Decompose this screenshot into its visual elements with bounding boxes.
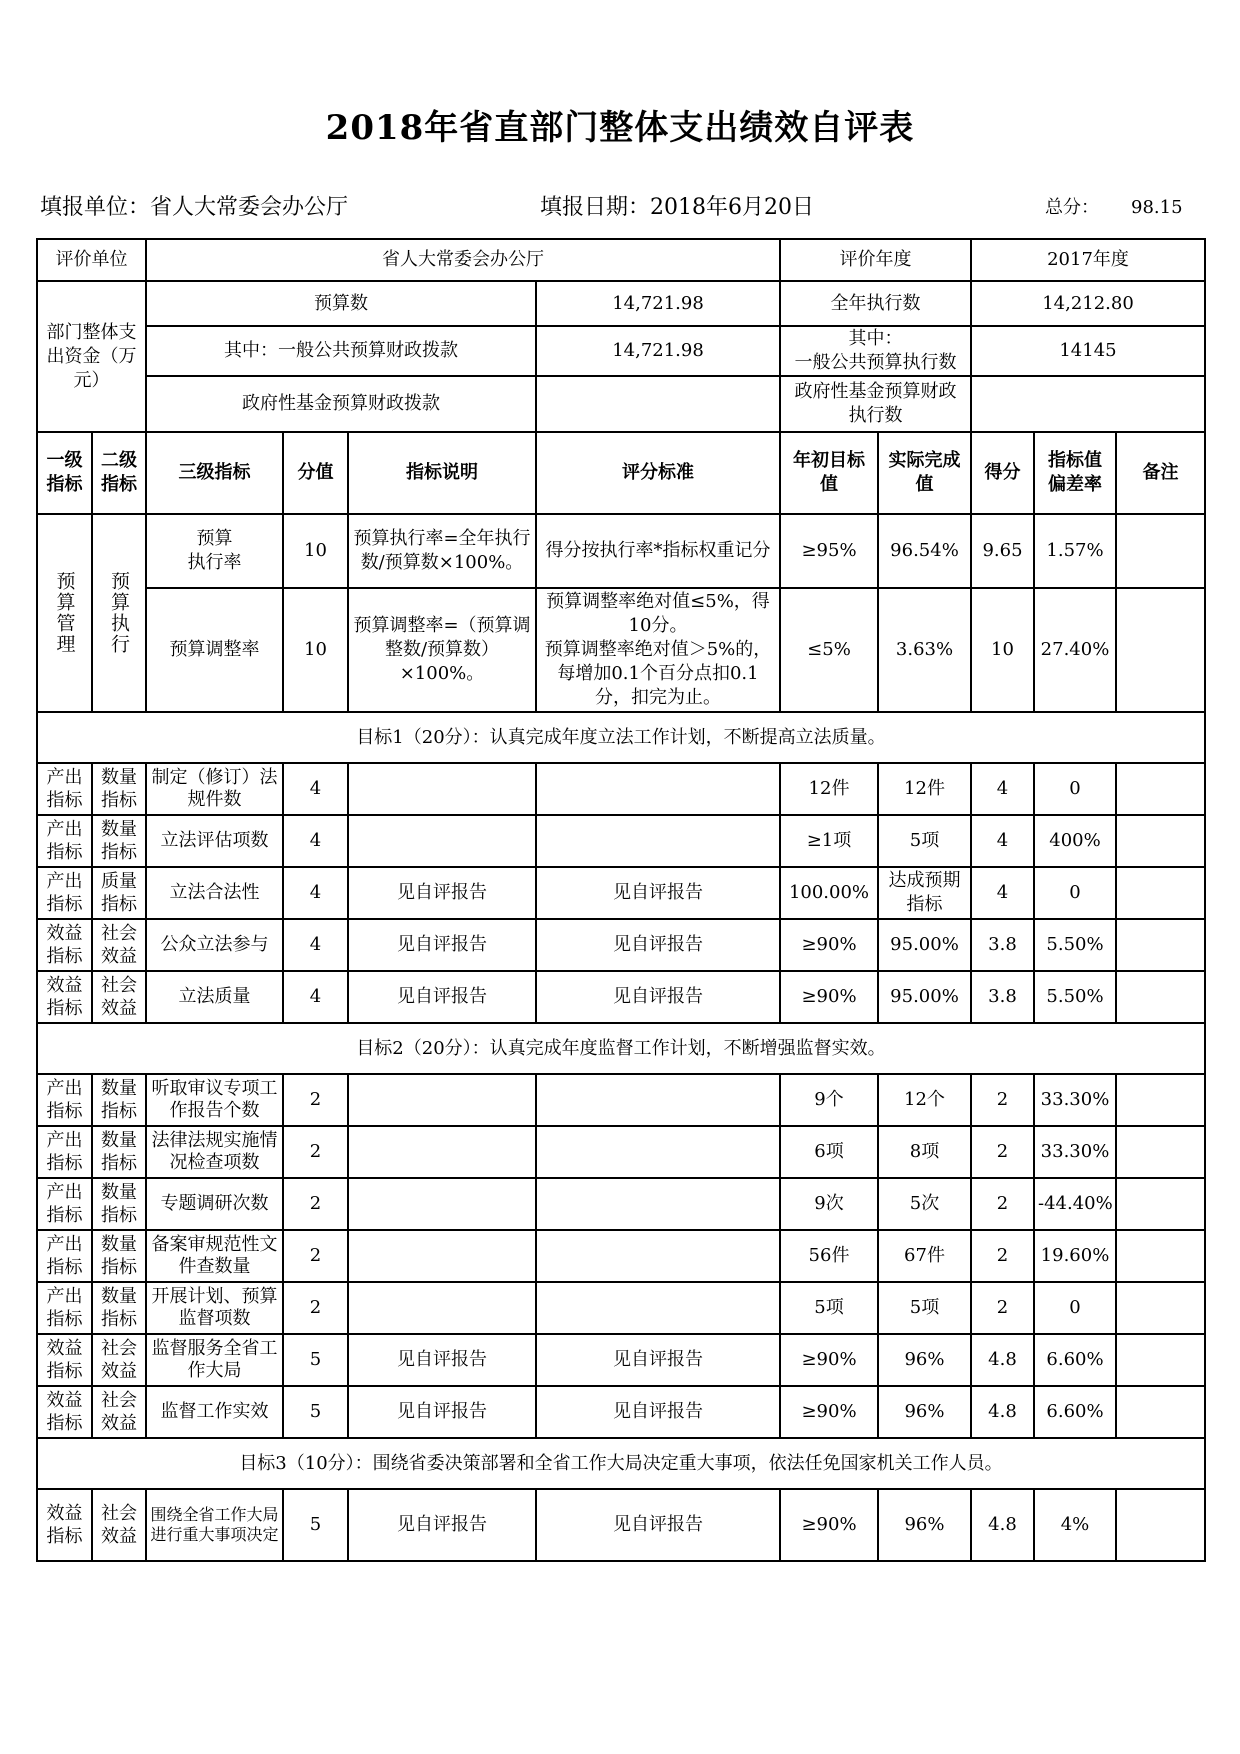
indicator-deviation: 0 [1034,867,1116,919]
indicator-desc: 见自评报告 [348,919,536,971]
indicator-desc: 见自评报告 [348,1386,536,1438]
fill-date-value: 2018年6月20日 [650,195,814,220]
indicator-score: 4 [283,971,348,1023]
budget-label: 预算数 [146,281,536,326]
indicator-row [37,1074,1205,1126]
indicator-standard: 见自评报告 [536,1386,780,1438]
indicator-desc [348,815,536,867]
indicator-got: 2 [971,1178,1034,1230]
info-row-gov-fund [37,376,1205,432]
indicator-target: 100.00% [780,867,878,919]
fill-unit-value: 省人大常委会办公厅 [150,195,349,220]
goal-row [37,712,1205,763]
indicator-target: ≥90% [780,1386,878,1438]
indicator-desc: 见自评报告 [348,1334,536,1386]
indicator-score: 2 [283,1230,348,1282]
indicator-name: 监督服务全省工作大局 [146,1334,283,1386]
goal-text: 目标2（20分）：认真完成年度监督工作计划，不断增强监督实效。 [37,1023,1205,1074]
indicator-got: 4.8 [971,1334,1034,1386]
indicator-target: ≥90% [780,919,878,971]
budget-value: 14,721.98 [536,281,780,326]
indicator-score: 4 [283,867,348,919]
col-actual-header: 实际完成 值 [878,432,971,514]
goal-row [37,1023,1205,1074]
fill-unit [40,190,348,221]
indicator-desc [348,1126,536,1178]
indicator-level1: 效益指标 [37,971,92,1023]
indicator-score: 10 [283,514,348,588]
indicator-level2: 数量指标 [92,1178,146,1230]
indicator-actual: 96% [878,1334,971,1386]
indicator-level1: 效益指标 [37,1334,92,1386]
indicator-score: 4 [283,763,348,815]
indicator-remark [1116,1126,1205,1178]
indicator-row [37,1178,1205,1230]
goal-text: 目标3（10分）：围绕省委决策部署和全省工作大局决定重大事项，依法任免国家机关工作人员。 [37,1438,1205,1489]
indicator-standard [536,1282,780,1334]
eval-unit-label: 评价单位 [37,239,146,281]
indicator-level1: 效益指标 [37,1386,92,1438]
indicator-name: 法律法规实施情况检查项数 [146,1126,283,1178]
exec-label: 全年执行数 [780,281,971,326]
gov-fund-exec-label-2: 执行数 [848,405,903,426]
indicator-remark [1116,1386,1205,1438]
indicator-target: 9次 [780,1178,878,1230]
indicator-score: 2 [283,1178,348,1230]
indicator-target: ≥90% [780,1489,878,1561]
indicator-standard: 预算调整率绝对值≤5%，得10分。 预算调整率绝对值＞5%的，每增加0.1个百分点扣0.1分，扣完为止。 [536,588,780,712]
indicator-level2: 社会效益 [92,1334,146,1386]
indicator-standard [536,1230,780,1282]
gov-fund-exec-value [971,376,1205,432]
indicator-deviation: 6.60% [1034,1334,1116,1386]
indicator-level2: 数量指标 [92,1074,146,1126]
indicator-score: 4 [283,919,348,971]
indicator-standard [536,1126,780,1178]
indicator-remark [1116,1178,1205,1230]
budget-row [37,514,1205,588]
indicator-level1: 产出指标 [37,1178,92,1230]
indicator-level1: 产出指标 [37,815,92,867]
indicator-deviation: 0 [1034,1282,1116,1334]
info-row-general [37,326,1205,376]
indicator-level1: 效益指标 [37,919,92,971]
indicator-level1: 产出指标 [37,763,92,815]
indicator-name: 开展计划、预算监督项数 [146,1282,283,1334]
general-value: 14,721.98 [536,326,780,376]
general-exec-label [780,326,971,376]
indicator-actual: 5项 [878,815,971,867]
indicator-target: ≥1项 [780,815,878,867]
indicator-name: 立法评估项数 [146,815,283,867]
indicator-actual: 8项 [878,1126,971,1178]
evaluation-table [36,238,1206,1562]
indicator-desc: 预算执行率=全年执行数/预算数×100%。 [348,514,536,588]
total-score [1045,193,1183,219]
indicator-level1: 产出指标 [37,1282,92,1334]
budget-row [37,588,1205,712]
indicator-got: 3.8 [971,919,1034,971]
indicator-standard [536,763,780,815]
indicator-remark [1116,588,1205,712]
indicator-row [37,867,1205,919]
indicator-remark [1116,1282,1205,1334]
total-score-value: 98.15 [1131,197,1183,218]
indicator-deviation: 33.30% [1034,1126,1116,1178]
indicator-level2: 数量指标 [92,1230,146,1282]
indicator-actual: 96.54% [878,514,971,588]
indicator-target: ≤5% [780,588,878,712]
column-header-row [37,432,1205,514]
indicator-level2: 社会效益 [92,1489,146,1561]
indicator-standard [536,815,780,867]
col-score-header: 分值 [283,432,348,514]
indicator-row [37,763,1205,815]
indicator-level2: 社会效益 [92,971,146,1023]
indicator-desc: 见自评报告 [348,1489,536,1561]
indicator-level2: 社会效益 [92,919,146,971]
indicator-actual: 95.00% [878,971,971,1023]
indicator-target: ≥95% [780,514,878,588]
indicator-score: 2 [283,1282,348,1334]
indicator-standard: 见自评报告 [536,1489,780,1561]
indicator-level1: 产出指标 [37,867,92,919]
indicator-row [37,919,1205,971]
indicator-name: 立法合法性 [146,867,283,919]
indicator-target: ≥90% [780,971,878,1023]
col-level1-header: 一级 指标 [37,432,92,514]
indicator-row [37,1334,1205,1386]
indicator-name: 预算 执行率 [146,514,283,588]
funds-label: 部门整体支出资金（万元） [37,281,146,432]
indicator-got: 4.8 [971,1386,1034,1438]
indicator-row [37,1282,1205,1334]
indicator-desc [348,1230,536,1282]
col-level2-header: 二级 指标 [92,432,146,514]
goal-text: 目标1（20分）：认真完成年度立法工作计划，不断提高立法质量。 [37,712,1205,763]
indicator-remark [1116,1074,1205,1126]
indicator-got: 3.8 [971,971,1034,1023]
indicator-deviation: 27.40% [1034,588,1116,712]
indicator-got: 2 [971,1230,1034,1282]
indicator-name: 备案审规范性文件查数量 [146,1230,283,1282]
indicator-got: 4 [971,815,1034,867]
indicator-score: 4 [283,815,348,867]
col-deviation-header: 指标值 偏差率 [1034,432,1116,514]
indicator-level2: 数量指标 [92,1126,146,1178]
indicator-score: 5 [283,1489,348,1561]
indicator-remark [1116,971,1205,1023]
indicator-desc: 见自评报告 [348,971,536,1023]
col-remark-header: 备注 [1116,432,1205,514]
indicator-level2: 质量指标 [92,867,146,919]
indicator-actual: 12个 [878,1074,971,1126]
col-level3-header: 三级指标 [146,432,283,514]
indicator-desc [348,1178,536,1230]
indicator-name: 预算调整率 [146,588,283,712]
col-desc-header: 指标说明 [348,432,536,514]
info-row-budget [37,281,1205,326]
indicator-standard [536,1074,780,1126]
indicator-got: 2 [971,1074,1034,1126]
indicator-standard [536,1178,780,1230]
fill-unit-label: 填报单位： [40,195,151,220]
col-standard-header: 评分标准 [536,432,780,514]
indicator-name: 公众立法参与 [146,919,283,971]
indicator-row [37,1386,1205,1438]
indicator-remark [1116,1230,1205,1282]
indicator-deviation: 5.50% [1034,919,1116,971]
page-title: 2018年省直部门整体支出绩效自评表 [325,108,915,148]
indicator-standard: 见自评报告 [536,867,780,919]
indicator-name: 专题调研次数 [146,1178,283,1230]
indicator-deviation: 6.60% [1034,1386,1116,1438]
indicator-actual: 3.63% [878,588,971,712]
indicator-level2: 数量指标 [92,1282,146,1334]
indicator-level1: 产出指标 [37,1230,92,1282]
indicator-remark [1116,514,1205,588]
indicator-standard: 见自评报告 [536,1334,780,1386]
total-score-label: 总分： [1045,197,1099,218]
indicator-got: 9.65 [971,514,1034,588]
budget-level2: 预算执行 [92,514,146,712]
indicator-row [37,1489,1205,1561]
indicator-score: 5 [283,1334,348,1386]
indicator-row [37,1230,1205,1282]
general-exec-label-2: 一般公共预算执行数 [794,352,957,373]
budget-level1: 预算管理 [37,514,92,712]
indicator-deviation: 4% [1034,1489,1116,1561]
indicator-standard: 见自评报告 [536,971,780,1023]
exec-value: 14,212.80 [971,281,1205,326]
general-exec-value: 14145 [971,326,1205,376]
indicator-actual: 67件 [878,1230,971,1282]
indicator-target: 5项 [780,1282,878,1334]
indicator-deviation: 19.60% [1034,1230,1116,1282]
indicator-got: 4 [971,763,1034,815]
indicator-score: 10 [283,588,348,712]
indicator-target: 9个 [780,1074,878,1126]
col-got-header: 得分 [971,432,1034,514]
indicator-deviation: 5.50% [1034,971,1116,1023]
indicator-level2: 社会效益 [92,1386,146,1438]
gov-fund-exec-label-1: 政府性基金预算财政 [794,381,957,402]
indicator-got: 2 [971,1126,1034,1178]
indicator-desc [348,1282,536,1334]
general-label: 其中：一般公共预算财政拨款 [146,326,536,376]
indicator-desc: 见自评报告 [348,867,536,919]
indicator-level1: 效益指标 [37,1489,92,1561]
indicator-desc [348,763,536,815]
fill-date [540,190,814,221]
indicator-level1: 产出指标 [37,1126,92,1178]
indicator-remark [1116,815,1205,867]
indicator-actual: 达成预期指标 [878,867,971,919]
indicator-level1: 产出指标 [37,1074,92,1126]
indicator-target: 56件 [780,1230,878,1282]
indicator-actual: 12件 [878,763,971,815]
indicator-row [37,815,1205,867]
indicator-standard: 见自评报告 [536,919,780,971]
gov-fund-value [536,376,780,432]
indicator-remark [1116,763,1205,815]
indicator-target: 12件 [780,763,878,815]
indicator-got: 4.8 [971,1489,1034,1561]
indicator-name: 听取审议专项工作报告个数 [146,1074,283,1126]
indicator-deviation: 33.30% [1034,1074,1116,1126]
indicator-remark [1116,1489,1205,1561]
goal-row [37,1438,1205,1489]
eval-unit-value: 省人大常委会办公厅 [146,239,780,281]
indicator-deviation: 1.57% [1034,514,1116,588]
indicator-actual: 95.00% [878,919,971,971]
info-row-unit [37,239,1205,281]
gov-fund-label: 政府性基金预算财政拨款 [146,376,536,432]
indicator-actual: 96% [878,1489,971,1561]
gov-fund-exec-label [780,376,971,432]
eval-year-label: 评价年度 [780,239,971,281]
indicator-deviation: -44.40% [1034,1178,1116,1230]
table-body [37,239,1205,1561]
indicator-remark [1116,919,1205,971]
indicator-name: 围绕全省工作大局进行重大事项决定 [146,1489,283,1561]
indicator-name: 监督工作实效 [146,1386,283,1438]
indicator-got: 4 [971,867,1034,919]
indicator-score: 5 [283,1386,348,1438]
indicator-got: 2 [971,1282,1034,1334]
indicator-standard: 得分按执行率*指标权重记分 [536,514,780,588]
indicator-actual: 5次 [878,1178,971,1230]
indicator-name: 立法质量 [146,971,283,1023]
indicator-level2: 数量指标 [92,815,146,867]
general-exec-label-1: 其中： [848,328,903,349]
indicator-desc: 预算调整率=（预算调整数/预算数）×100%。 [348,588,536,712]
indicator-score: 2 [283,1126,348,1178]
fill-date-label: 填报日期： [540,195,651,220]
indicator-row [37,1126,1205,1178]
col-target-header: 年初目标 值 [780,432,878,514]
indicator-target: 6项 [780,1126,878,1178]
indicator-score: 2 [283,1074,348,1126]
indicator-name: 制定（修订）法规件数 [146,763,283,815]
indicator-deviation: 0 [1034,763,1116,815]
eval-year-value: 2017年度 [971,239,1205,281]
indicator-actual: 96% [878,1386,971,1438]
indicator-actual: 5项 [878,1282,971,1334]
indicator-level2: 数量指标 [92,763,146,815]
indicator-remark [1116,1334,1205,1386]
indicator-desc [348,1074,536,1126]
indicator-row [37,971,1205,1023]
indicator-got: 10 [971,588,1034,712]
indicator-remark [1116,867,1205,919]
indicator-deviation: 400% [1034,815,1116,867]
indicator-target: ≥90% [780,1334,878,1386]
